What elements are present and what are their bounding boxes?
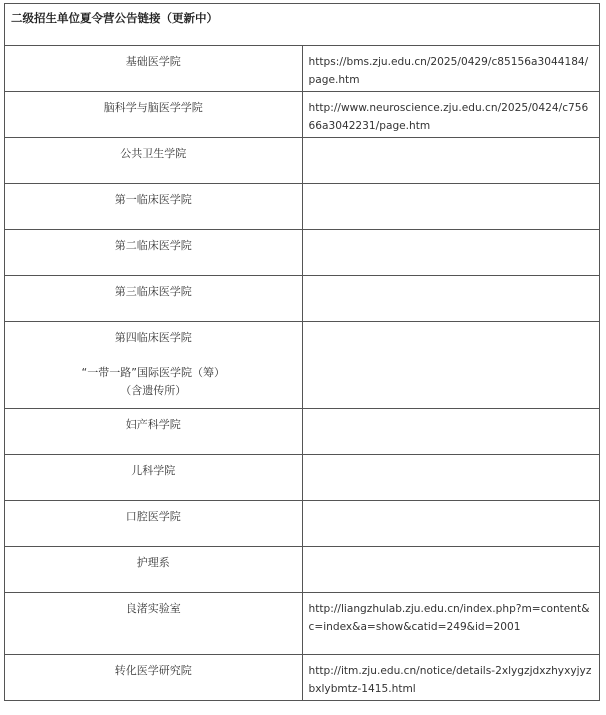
unit-link-cell — [302, 138, 600, 184]
unit-link-cell — [302, 501, 600, 547]
unit-name: 脑科学与脑医学学院 — [5, 92, 303, 138]
unit-name-line3: （含遗传所） — [120, 384, 187, 397]
links-table — [4, 3, 600, 701]
unit-link[interactable]: http://liangzhulab.zju.edu.cn/index.php?m=content&c=index&a=show&catid=249&id=2001 — [308, 603, 590, 633]
table-row — [5, 593, 600, 655]
table-row — [5, 501, 600, 547]
unit-name: 第二临床医学院 — [5, 230, 303, 276]
unit-name: 护理系 — [5, 547, 303, 593]
unit-link-cell — [302, 184, 600, 230]
unit-link[interactable]: http://itm.zju.edu.cn/notice/details-2xlygzjdxzhyxyjyzbxlybmtz-1415.html — [308, 665, 592, 695]
unit-name: 基础医学院 — [5, 46, 303, 92]
unit-link-cell — [302, 230, 600, 276]
unit-link[interactable]: https://bms.zju.edu.cn/2025/0429/c85156a3044184/page.htm — [308, 56, 589, 86]
unit-link-cell — [302, 655, 600, 701]
unit-name: 第四临床医学院 — [114, 331, 192, 344]
table-row — [5, 276, 600, 322]
unit-link[interactable]: http://www.neuroscience.zju.edu.cn/2025/0424/c75666a3042231/page.htm — [308, 102, 589, 132]
unit-link-cell — [302, 547, 600, 593]
unit-link-cell — [302, 92, 600, 138]
unit-link-cell — [302, 322, 600, 409]
unit-link-cell — [302, 46, 600, 92]
table-row — [5, 655, 600, 701]
table-row — [5, 455, 600, 501]
table-row — [5, 230, 600, 276]
table-row — [5, 92, 600, 138]
unit-link-cell — [302, 593, 600, 655]
table-row — [5, 547, 600, 593]
unit-link-cell — [302, 276, 600, 322]
unit-name: 妇产科学院 — [5, 409, 303, 455]
unit-name: 第一临床医学院 — [5, 184, 303, 230]
table-row — [5, 409, 600, 455]
table-title: 二级招生单位夏令营公告链接（更新中） — [5, 4, 600, 46]
table-row — [5, 322, 600, 409]
unit-name: 儿科学院 — [5, 455, 303, 501]
unit-name: 转化医学研究院 — [5, 655, 303, 701]
unit-name-line2: “一带一路”国际医学院（筹） — [81, 366, 225, 379]
unit-name: 公共卫生学院 — [5, 138, 303, 184]
table-row — [5, 138, 600, 184]
table-row — [5, 184, 600, 230]
unit-name: 第三临床医学院 — [5, 276, 303, 322]
unit-name: 口腔医学院 — [5, 501, 303, 547]
unit-link-cell — [302, 455, 600, 501]
unit-link-cell — [302, 409, 600, 455]
unit-name: 良渚实验室 — [5, 593, 303, 655]
unit-name-cell — [5, 322, 303, 409]
table-row — [5, 46, 600, 92]
